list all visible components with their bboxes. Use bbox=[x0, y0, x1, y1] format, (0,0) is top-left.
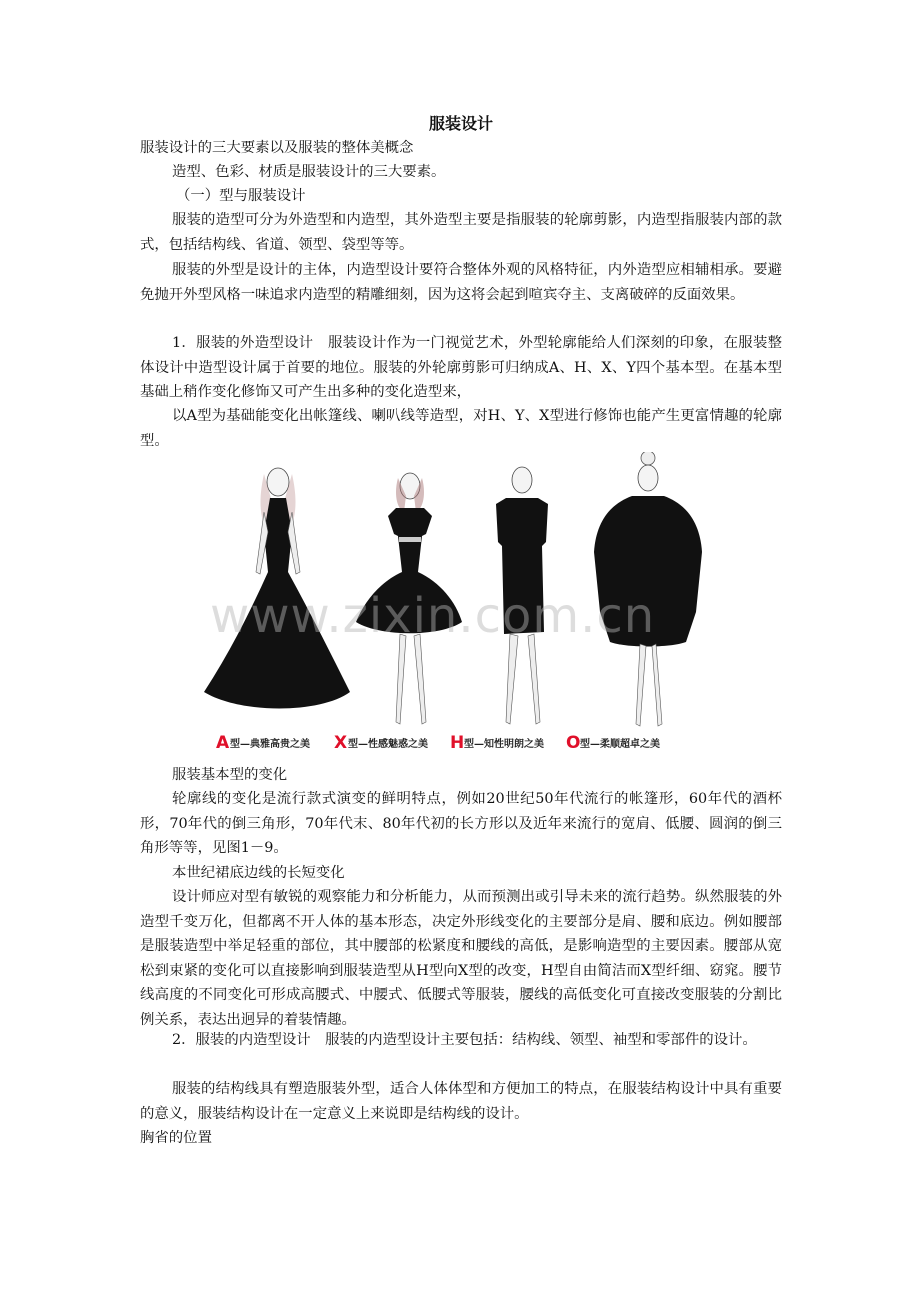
silhouette-figure bbox=[200, 452, 760, 757]
caption-letter-h: H bbox=[450, 733, 465, 753]
watermark: www.zixin.com.cn bbox=[210, 588, 656, 644]
figure-captions bbox=[216, 733, 660, 753]
section-heading: （一）型与服装设计 bbox=[176, 188, 306, 204]
caption-text-x: 型—性感魅惑之美 bbox=[348, 739, 428, 750]
paragraph: 设计师应对型有敏锐的观察能力和分析能力，从而预测出或引导未来的流行趋势。纵然服装的外造型千变万化，但都离不开人体的基本形态，决定外形线变化的主要部分是肩、腰和底边。例如腰部是服装造型中举足轻重的部位，其中腰部的松紧度和腰线的高低，是影响造型的主要因素。腰部从宽松到束紧的变化可以直接影响到服装造型从H型向X型的改变，H型自由简洁而X型纤细、窈窕。腰节线高度的不同变化可形成高腰式、中腰式、低腰式等服装，腰线的高低变化可直接改变服装的分割比例关系，表达出迥异的着装情趣。 bbox=[140, 889, 782, 1028]
caption-text-a: 型—典雅高贵之美 bbox=[230, 739, 310, 750]
section-heading: 胸省的位置 bbox=[140, 1130, 212, 1146]
document-title: 服装设计 bbox=[428, 114, 493, 133]
section-heading: 服装基本型的变化 bbox=[172, 767, 288, 783]
paragraph-heading: 服装设计的三大要素以及服装的整体美概念 bbox=[140, 140, 414, 156]
paragraph: 服装的结构线具有塑造服装外型，适合人体体型和方便加工的特点，在服装结构设计中具有重要的意义，服装结构设计在一定意义上来说即是结构线的设计。 bbox=[140, 1081, 782, 1122]
paragraph: 轮廓线的变化是流行款式演变的鲜明特点，例如20世纪50年代流行的帐篷形，60年代的酒杯形，70年代的倒三角形，70年代末、80年代初的长方形以及近年来流行的宽肩、低腰、圆润的倒三角形等等，见图1－9。 bbox=[140, 791, 782, 856]
section-heading: 本世纪裙底边线的长短变化 bbox=[172, 865, 345, 881]
paragraph: 服装的造型可分为外造型和内造型，其外造型主要是指服装的轮廓剪影，内造型指服装内部的款式，包括结构线、省道、领型、袋型等等。 bbox=[140, 212, 782, 253]
paragraph: 2．服装的内造型设计 服装的内造型设计主要包括：结构线、领型、袖型和零部件的设计。 bbox=[172, 1032, 757, 1048]
caption-text-h: 型—知性明朗之美 bbox=[464, 739, 544, 750]
paragraph: 以A型为基础能变化出帐篷线、喇叭线等造型，对H、Y、X型进行修饰也能产生更富情趣的轮廓型。 bbox=[140, 408, 782, 449]
caption-letter-o: O bbox=[566, 733, 581, 753]
caption-letter-x: X bbox=[334, 733, 348, 753]
caption-text-o: 型—柔顺超卓之美 bbox=[580, 739, 660, 750]
caption-letter-a: A bbox=[216, 733, 230, 753]
paragraph: 1．服装的外造型设计 服装设计作为一门视觉艺术，外型轮廓能给人们深刻的印象，在服装整体设计中造型设计属于首要的地位。服装的外轮廓剪影可归纳成A、H、X、Y四个基本型。在基本型基础上稍作变化修饰又可产生出多种的变化造型来， bbox=[140, 335, 782, 400]
paragraph: 造型、色彩、材质是服装设计的三大要素。 bbox=[172, 164, 446, 180]
paragraph: 服装的外型是设计的主体，内造型设计要符合整体外观的风格特征，内外造型应相辅相承。要避免抛开外型风格一味追求内造型的精雕细刻，因为这将会起到喧宾夺主、支离破碎的反面效果。 bbox=[140, 262, 782, 303]
